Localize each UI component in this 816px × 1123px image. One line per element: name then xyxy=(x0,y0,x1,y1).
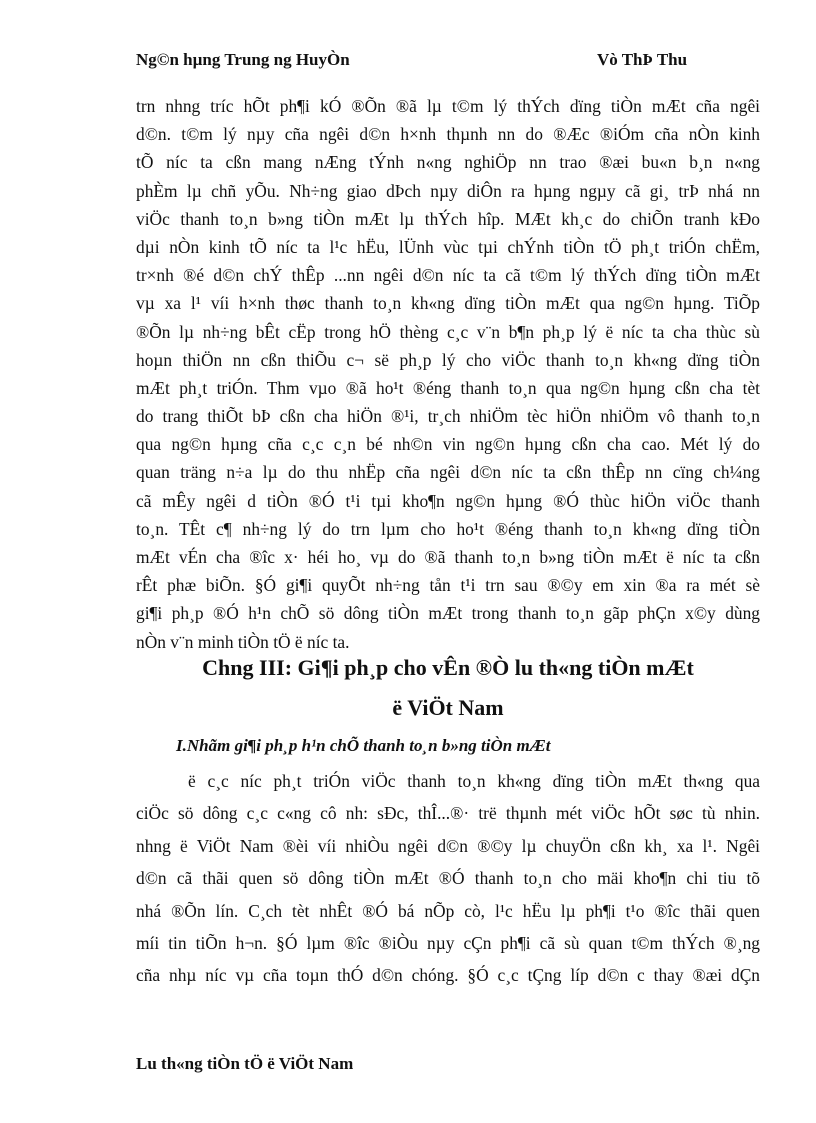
paragraph-line: trn nhng tríc hÕt ph¶i kÓ ®Õn ®ã lµ t©m lý thÝch dïng tiÒn mÆt cña ngêi xyxy=(136,96,760,116)
paragraph-line: tr×nh ®é d©n chÝ thÊp ...nn ngêi d©n níc ta cã t©m lý thÝch dïng tiÒn mÆt xyxy=(136,265,760,286)
paragraph-line: dµi nÒn kinh tÕ níc ta l¹c hËu, lÜnh vùc tµi chÝnh tiÒn tÖ ph¸t triÓn chËm, xyxy=(136,236,760,257)
paragraph-line: nhng ë ViÖt Nam ®èi víi nhiÒu ngêi d©n ®©y lµ chuyÖn cßn kh¸ xa l¹. Ngêi xyxy=(136,835,760,856)
paragraph-line: qua ng©n hµng cña c¸c c¸n bé nh©n vin ng©n hµng cßn cha cao. Mét lý do xyxy=(136,434,760,455)
paragraph-1 xyxy=(136,92,760,656)
paragraph-line: to¸n. TÊt c¶ nh÷ng lý do trn lµm cho ho¹t ®éng thanh to¸n kh«ng dïng tiÒn xyxy=(136,518,760,539)
chapter-title-line-2: ë ViÖt Nam xyxy=(392,695,504,720)
paragraph-line: rÊt phæ biÕn. §Ó gi¶i quyÕt nh÷ng tån t¹i trn sau ®©y em xin ®a ra mét sè xyxy=(136,575,760,596)
paragraph-line: vµ xa l¹ víi h×nh thøc thanh to¸n kh«ng dïng tiÒn mÆt qua ng©n hµng. TiÕp xyxy=(136,293,760,314)
paragraph-line: phÈm lµ chñ yÕu. Nh÷ng giao dÞch nµy diÔn ra hµng ngµy cã gi¸ trÞ nhá nn xyxy=(136,180,760,201)
paragraph-line: tÕ níc ta cßn mang nÆng tÝnh n«ng nghiÖp nn trao ®æi bu«n b¸n n«ng xyxy=(136,152,760,173)
paragraph-line: cña nhµ níc vµ cña toµn thÓ d©n chóng. §Ó c¸c tÇng líp d©n c thay ®æi dÇn xyxy=(136,965,760,986)
paragraph-line: cã mÊy ngêi d tiÒn ®Ó t¹i tµi kho¶n ng©n hµng ®Ó thùc hiÖn viÖc thanh xyxy=(136,490,760,511)
header-left-text: Ng©n hµng Trung ng HuyÒn xyxy=(136,50,350,69)
paragraph-line: gi¶i ph¸p ®Ó h¹n chÕ sö dông tiÒn mÆt trong thanh to¸n gãp phÇn x©y dùng xyxy=(136,603,760,624)
paragraph-line: ë c¸c níc ph¸t triÓn viÖc thanh to¸n kh«ng dïng tiÒn mÆt th«ng qua xyxy=(188,771,760,791)
header-author-org xyxy=(136,49,376,70)
paragraph-line: ciÖc sö dông c¸c c«ng cô nh: sÐc, thÎ...®· trë thµnh mét viÖc hÕt søc tù nhin. xyxy=(136,803,760,824)
page-footer: Lu th«ng tiÒn tÖ ë ViÖt Nam xyxy=(136,1054,354,1073)
paragraph-line: mÆt vÉn cha ®îc x· héi ho¸ vµ do ®ã thanh to¸n b»ng tiÒn mÆt ë níc ta cßn xyxy=(136,547,760,567)
paragraph-line: quan träng n÷a lµ do thu nhËp cña ngêi d©n níc ta cßn thÊp nn cïng ch¼ng xyxy=(136,462,760,483)
paragraph-line: viÖc thanh to¸n b»ng tiÒn mÆt lµ thÝch hîp. MÆt kh¸c do chiÕn tranh kÐo xyxy=(136,208,760,229)
paragraph-line: nÒn v¨n minh tiÒn tÖ ë níc ta. xyxy=(136,631,350,652)
paragraph-line: hoµn thiÖn nn cßn thiÕu c¬ së ph¸p lý cho viÖc thanh to¸n kh«ng dïng tiÒn xyxy=(136,349,760,370)
section-title: I.Nhãm gi¶i ph¸p h¹n chÕ thanh to¸n b»ng tiÒn mÆt xyxy=(176,736,551,755)
paragraph-line: míi tin tiÕn h¬n. §Ó lµm ®îc ®iÒu nµy cÇn ph¶i cã sù quan t©m thÝch ®¸ng xyxy=(136,932,760,953)
paragraph-line: mÆt ph¸t triÓn. Thm vµo ®ã ho¹t ®éng thanh to¸n qua ng©n hµng cßn cha tèt xyxy=(136,377,760,398)
paragraph-2 xyxy=(136,765,760,992)
paragraph-line: nhá ®Õn lín. C¸ch tèt nhÊt ®Ó bá nÕp cò, l¹c hËu lµ ph¶i t¹o ®îc thãi quen xyxy=(136,900,760,921)
paragraph-line: do trang thiÕt bÞ cßn cha hiÖn ®¹i, tr¸ch nhiÖm tèc hiÖn nhiÖm vô thanh to¸n xyxy=(136,406,760,427)
paragraph-line: d©n cã thãi quen sö dông tiÒn mÆt ®Ó thanh to¸n cho mäi kho¶n chi tiu tõ xyxy=(136,868,760,889)
chapter-title-line-1: Chng III: Gi¶i ph¸p cho vÊn ®Ò lu th«ng tiÒn mÆt xyxy=(202,655,694,680)
header-right-text: Vò ThÞ Thu xyxy=(597,50,688,69)
paragraph-line: d©n. t©m lý nµy cña ngêi d©n h×nh thµnh nn do ®Æc ®iÓm cña nÒn kinh xyxy=(136,124,760,145)
paragraph-line: ®Õn lµ nh÷ng bÊt cËp trong hÖ thèng c¸c v¨n b¶n ph¸p lý ë níc ta cha thùc sù xyxy=(136,321,760,342)
header-author-name xyxy=(597,49,687,70)
